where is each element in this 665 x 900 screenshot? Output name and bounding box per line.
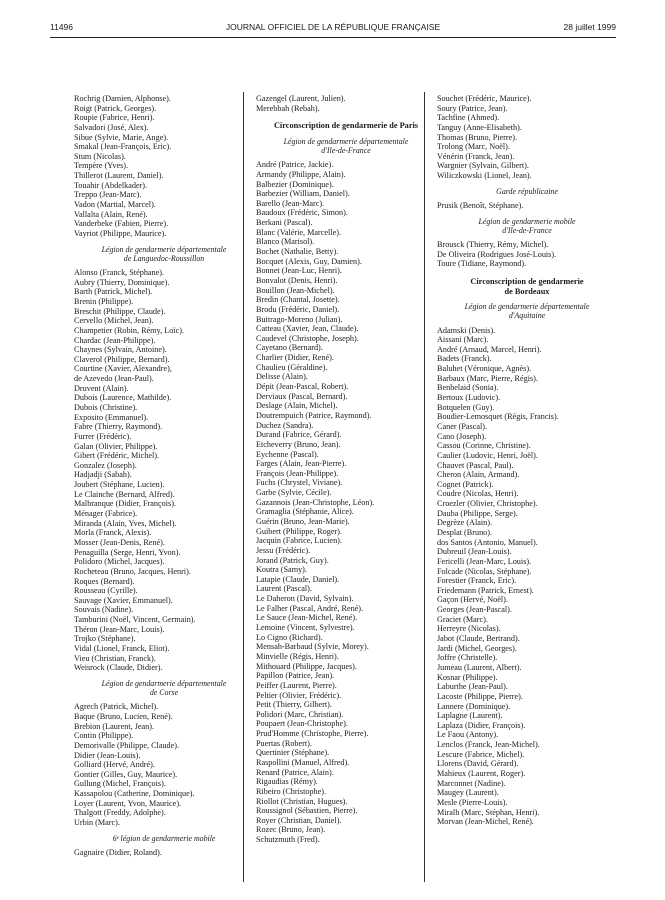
name-entry: Lannere (Dominique). <box>437 701 511 711</box>
name-entry: Graciet (Marc). <box>437 614 488 624</box>
name-entry: Jumeau (Laurent, Albert). <box>437 662 522 672</box>
section-heading: 6ᵉ légion de gendarmerie mobile <box>112 833 216 843</box>
name-entry: De Oliveira (Rodrigues José-Louis). <box>437 249 557 259</box>
name-entry: Roques (Bernard). <box>74 576 135 586</box>
section-heading: Légion de gendarmerie départementale de Languedoc-Roussillon <box>101 244 227 263</box>
name-entry: Etcheverry (Bruno, Jean). <box>256 439 341 449</box>
name-entry: Miranda (Alain, Yves, Michel). <box>74 518 177 528</box>
name-entry: Maugey (Laurent). <box>437 788 499 798</box>
name-entry: Forestier (Franck, Eric). <box>437 576 517 586</box>
circonscription-heading: Circonscription de gendarmerie de Paris <box>273 121 419 131</box>
name-entry: Souchet (Frédéric, Maurice). <box>437 94 532 103</box>
name-entry: Renard (Patrice, Alain). <box>256 767 334 777</box>
name-entry: Rozec (Bruno, Jean). <box>256 825 326 835</box>
section-heading: Légion de gendarmerie départementale d'Aquitaine <box>464 302 590 321</box>
name-entry: Poupaert (Jean-Christophe). <box>256 719 348 729</box>
name-entry: Marconnet (Nadine). <box>437 778 506 788</box>
name-entry: Schutzmuth (Fred). <box>256 835 320 845</box>
name-entry: Barbaux (Marc, Pierre, Régis). <box>437 373 538 383</box>
name-entry: Cognet (Patrick). <box>437 479 494 489</box>
name-entry: Prud'Homme (Christophe, Pierre). <box>256 729 369 739</box>
name-entry: Joubert (Stéphane, Lucien). <box>74 480 165 490</box>
name-entry: Blanc (Valérie, Marcelle). <box>256 227 342 237</box>
name-entry: Thalgott (Freddy, Adolphe). <box>74 808 166 818</box>
name-entry: Claverol (Philippe, Bernard). <box>74 354 170 364</box>
name-entry: Farges (Alain, Jean-Pierre). <box>256 459 347 469</box>
name-entry: Salvadori (José, Alex). <box>74 122 149 132</box>
name-entry: Jessu (Frédéric). <box>256 545 311 555</box>
name-entry: Furrer (Frédéric). <box>74 431 132 441</box>
name-entry: Aubry (Thierry, Dominique). <box>74 277 170 287</box>
name-entry: Kassapolou (Catherine, Dominique). <box>74 789 195 799</box>
name-entry: Polidori (Marc, Christian). <box>256 709 344 719</box>
name-entry: Coudre (Nicolas, Henri). <box>437 489 519 499</box>
name-entry: Balbezier (Dominique). <box>256 179 334 189</box>
name-entry: Brebion (Laurent, Jean). <box>74 721 155 731</box>
name-entry: Charlier (Didier, René). <box>256 353 334 363</box>
name-entry: Ribeiro (Christophe). <box>256 786 327 796</box>
name-entry: Jardi (Michel, Georges). <box>437 643 517 653</box>
name-entry: Lacoste (Philippe, Pierre). <box>437 691 523 701</box>
column-3 <box>437 94 617 827</box>
name-entry: Barth (Patrick, Michel). <box>74 287 153 297</box>
name-entry: Bonvalot (Denis, Henri). <box>256 275 338 285</box>
name-entry: Papillon (Patrice, Jean). <box>256 671 335 681</box>
name-entry: Rocheteau (Bruno, Jacques, Henri). <box>74 566 191 576</box>
name-entry: Laurent (Pascal). <box>256 584 312 594</box>
name-entry: Brousck (Thierry, Rémy, Michel). <box>437 240 549 250</box>
name-entry: André (Arnaud, Marcel, Henri). <box>437 344 542 354</box>
name-entry: Minvielle (Régis, Henri). <box>256 651 339 661</box>
name-entry: Royer (Christian, Daniel). <box>256 815 342 825</box>
name-entry: Adamski (Denis). <box>437 325 496 335</box>
name-entry: Wargnier (Sylvain, Gilbert). <box>437 161 529 171</box>
name-entry: Berkani (Pascal). <box>256 218 313 228</box>
name-entry: Alonso (Franck, Stéphane). <box>74 268 165 278</box>
name-entry: Vanderbeke (Fabien, Pierre). <box>74 219 169 229</box>
name-entry: Soury (Patrice, Jean). <box>437 103 508 113</box>
name-entry: Gazengel (Laurent, Julien). <box>256 94 346 103</box>
name-entry: Mesle (Pierre-Louis). <box>437 797 508 807</box>
name-entry: Wiliczkowski (Lionel, Jean). <box>437 171 532 181</box>
name-entry: Malbranque (Didier, François). <box>74 499 176 509</box>
name-entry: Tempère (Yves). <box>74 161 129 171</box>
name-entry: Rochrig (Damien, Alphonse). <box>74 94 171 103</box>
name-entry: Eychenne (Pascal). <box>256 449 319 459</box>
name-entry: Dépit (Jean-Pascal, Robert). <box>256 382 349 392</box>
name-entry: Fabre (Thierry, Raymond). <box>74 422 163 432</box>
name-entry: Cassou (Corinne, Christine). <box>437 441 531 451</box>
name-entry: Laplaza (Didier, François). <box>437 720 526 730</box>
name-entry: François (Jean-Philippe). <box>256 468 339 478</box>
name-entry: Dubois (Laurence, Mathilde). <box>74 393 172 403</box>
page-header <box>50 22 616 36</box>
name-entry: Didier (Jean-Louis). <box>74 750 141 760</box>
name-entry: Courtine (Xavier, Alexandre), <box>74 364 172 374</box>
name-entry: de Azevedo (Jean-Paul). <box>74 374 154 384</box>
name-entry: Aissani (Marc). <box>437 335 489 345</box>
name-entry: Jorand (Patrick, Guy). <box>256 555 329 565</box>
name-entry: Vallalta (Alain, René). <box>74 209 148 219</box>
name-entry: Roussignol (Sébastien, Pierre). <box>256 806 358 816</box>
name-entry: Druvent (Alain). <box>74 383 129 393</box>
circonscription-heading: Circonscription de gendarmerie de Bordeaux <box>470 276 584 296</box>
name-entry: Barello (Jean-Marc). <box>256 198 325 208</box>
name-entry: Armandy (Philippe, Alain). <box>256 169 346 179</box>
name-entry: Le Falher (Pascal, André, René). <box>256 603 364 613</box>
name-entry: Loyer (Laurent, Yvon, Maurice). <box>74 798 182 808</box>
name-entry: Chaulieu (Géraldine). <box>256 362 328 372</box>
name-entry: Barbezier (William, Daniel). <box>256 189 350 199</box>
name-entry: Botquelen (Guy). <box>437 402 495 412</box>
name-entry: Croezler (Olivier, Christophe). <box>437 499 538 509</box>
name-entry: Thomas (Bruno, Pierre). <box>437 132 518 142</box>
name-entry: Sauvage (Xavier, Emmanuel). <box>74 595 173 605</box>
name-entry: Bertoux (Ludovic). <box>437 393 501 403</box>
name-entry: Benbelaid (Sonia). <box>437 383 499 393</box>
name-entry: Galan (Olivier, Philippe). <box>74 441 158 451</box>
name-entry: Théron (Jean-Marc, Louis). <box>74 624 165 634</box>
name-entry: Gagnaire (Didier, Roland). <box>74 847 162 857</box>
name-entry: Georges (Jean-Pascal). <box>437 605 512 615</box>
name-entry: Jacquin (Fabrice, Lucien). <box>256 536 342 546</box>
name-entry: Desplat (Bruno). <box>437 527 493 537</box>
name-entry: Baluhet (Véronique, Agnès). <box>437 364 532 374</box>
name-entry: Trolong (Marc, Noël). <box>437 142 510 152</box>
name-entry: Peiffer (Laurent, Pierre). <box>256 680 337 690</box>
name-entry: Caner (Pascal). <box>437 421 488 431</box>
name-entry: Sibue (Sylvie, Marie, Ange). <box>74 132 169 142</box>
name-entry: Roupie (Fabrice, Henri). <box>74 113 155 123</box>
name-entry: Mensah-Barbaud (Sylvie, Morey). <box>256 642 369 652</box>
name-entry: Gibert (Frédéric, Michel). <box>74 451 160 461</box>
name-entry: Gaçon (Hervé, Noël). <box>437 595 508 605</box>
name-entry: Weisrock (Claude, Didier). <box>74 663 163 673</box>
name-entry: Laburthe (Jean-Paul). <box>437 682 508 692</box>
name-entry: Cervello (Michel, Jean). <box>74 316 154 326</box>
name-entry: Latapie (Claude, Daniel). <box>256 574 340 584</box>
name-entry: Touahir (Abdelkader). <box>74 180 148 190</box>
name-entry: Champetier (Robin, Rémy, Loïc). <box>74 325 184 335</box>
name-entry: Mosser (Jean-Denis, René). <box>74 537 165 547</box>
name-entry: Vidal (Lionel, Franck, Eliot). <box>74 644 170 653</box>
name-entry: Fuchs (Chrystel, Viviane). <box>256 478 343 488</box>
name-entry: Jabot (Claude, Bertrand). <box>437 634 520 644</box>
name-entry: André (Patrice, Jackie). <box>256 160 334 170</box>
name-entry: Delisse (Alain). <box>256 372 308 382</box>
name-entry: Miralh (Marc, Stéphan, Henri). <box>437 807 540 817</box>
name-entry: Urbin (Marc). <box>74 818 120 828</box>
name-entry: Chardac (Jean-Philippe). <box>74 335 156 345</box>
name-entry: Agrech (Patrick, Michel). <box>74 702 159 712</box>
name-entry: Cano (Joseph). <box>437 431 487 441</box>
name-entry: Demorivalle (Philippe, Claude). <box>74 740 180 750</box>
name-entry: Boudier-Lemosquet (Régis, Francis). <box>437 412 559 422</box>
name-entry: Fericelli (Jean-Marc, Louis). <box>437 556 532 566</box>
section-heading: Légion de gendarmerie départementale de Corse <box>101 678 227 698</box>
name-entry: Baque (Bruno, Lucien, René). <box>74 711 173 721</box>
name-entry: Bredin (Chantal, Josette). <box>256 295 340 305</box>
name-entry: Gullung (Michel, François). <box>74 779 166 789</box>
name-entry: Lescure (Fabrice, Michel). <box>437 749 525 759</box>
name-entry: Guérin (Bruno, Jean-Marie). <box>256 516 350 526</box>
name-entry: Penaguilla (Serge, Henri, Yvon). <box>74 547 181 557</box>
name-entry: Exposito (Emmanuel). <box>74 412 149 422</box>
name-entry: Blanco (Marisol). <box>256 237 315 247</box>
name-entry: Peltier (Olivier, Frédéric). <box>256 690 342 700</box>
name-entry: Caudevel (Christophe, Joseph). <box>256 333 359 343</box>
name-entry: Tamburini (Noël, Vincent, Germain). <box>74 615 196 625</box>
name-entry: Bochet (Nathalie, Betty). <box>256 247 339 257</box>
name-entry: Smakal (Jean-François, Eric). <box>74 142 172 152</box>
name-entry: Stum (Nicolas). <box>74 151 126 161</box>
name-entry: Caulier (Ludovic, Henri, Joël). <box>437 450 538 460</box>
name-entry: Badets (Franck). <box>437 354 492 364</box>
name-entry: Kosnar (Philippe). <box>437 672 498 682</box>
name-entry: Cayetano (Bernard). <box>256 343 323 353</box>
name-entry: Bocquet (Alexis, Guy, Damien). <box>256 256 362 266</box>
name-entry: Golliard (Hervé, André). <box>74 760 155 770</box>
name-entry: Trojko (Stéphane). <box>74 634 136 644</box>
column-divider-2 <box>424 92 425 882</box>
name-entry: Lo Cigno (Richard). <box>256 632 323 642</box>
name-entry: Catteau (Xavier, Jean, Claude). <box>256 324 359 334</box>
name-entry: Toure (Tidiane, Raymond). <box>437 259 527 269</box>
name-entry: Derviaux (Pascal, Bernard). <box>256 391 348 401</box>
name-entry: Tanguy (Anne-Elisabeth). <box>437 122 522 132</box>
name-entry: Gazannois (Jean-Christophe, Léon). <box>256 497 375 507</box>
page-number: 11496 <box>50 22 74 32</box>
name-entry: Chauvet (Pascal, Paul). <box>437 460 514 470</box>
name-entry: Raspollini (Manuel, Alfred). <box>256 758 350 767</box>
name-entry: Durand (Fabrice, Gérard). <box>256 430 342 440</box>
name-entry: Vénérin (Franck, Jean). <box>437 151 515 161</box>
name-entry: Llorens (David, Gérard). <box>437 759 519 769</box>
name-entry: Dubois (Christine). <box>74 402 138 412</box>
name-entry: Dauba (Philippe, Serge). <box>437 508 518 518</box>
column-2 <box>256 94 436 845</box>
name-entry: Treppo (Jean-Marc). <box>74 190 142 200</box>
name-entry: Koutra (Samy). <box>256 565 307 575</box>
name-entry: Degrèze (Alain). <box>437 518 493 528</box>
name-entry: Cheron (Alain, Armand). <box>437 470 520 480</box>
name-entry: Folcade (Nicolas, Stéphane). <box>437 566 532 576</box>
name-entry: Rousseau (Cyrille). <box>74 586 138 596</box>
section-heading: Légion de gendarmerie départementale d'Ile-de-France <box>283 136 409 156</box>
name-entry: Morvan (Jean-Michel, René). <box>437 817 534 827</box>
name-entry: Puertas (Robert). <box>256 738 312 748</box>
name-entry: Garbe (Sylvie, Cécile). <box>256 488 332 498</box>
name-entry: Guibert (Philippe, Roger). <box>256 526 342 536</box>
name-entry: Hadjadji (Sabah). <box>74 470 132 480</box>
name-entry: Gonzalez (Joseph). <box>74 460 137 470</box>
name-entry: Buitrago-Moreno (Julian). <box>256 314 343 324</box>
name-entry: Herreyre (Nicolas). <box>437 624 501 634</box>
name-entry: Le Faou (Antony). <box>437 730 499 740</box>
name-entry: Contin (Philippe). <box>74 731 134 741</box>
name-entry: Duchez (Sandra). <box>256 420 314 430</box>
name-entry: Le Clainche (Bernard, Alfred). <box>74 489 175 499</box>
name-entry: Roigt (Patrick, Georges). <box>74 103 157 113</box>
name-entry: Gontier (Gilles, Guy, Maurice). <box>74 769 178 779</box>
name-entry: Petit (Thierry, Gilbert). <box>256 700 332 710</box>
name-entry: Deslage (Alain, Michel). <box>256 401 338 411</box>
column-divider-1 <box>243 92 244 882</box>
name-entry: Thillerot (Laurent, Daniel). <box>74 171 164 181</box>
name-entry: Ménager (Fabrice). <box>74 509 138 519</box>
name-entry: Chaynes (Sylvain, Antoine). <box>74 345 167 355</box>
name-entry: Quertinier (Stéphane). <box>256 748 330 758</box>
name-entry: Breschit (Philippe, Claude). <box>74 306 166 316</box>
name-entry: Merebbah (Rebah). <box>256 103 320 113</box>
name-entry: Souvais (Nadine). <box>74 605 134 615</box>
name-entry: Vieu (Christian, Franck). <box>74 653 156 663</box>
name-entry: Gramaglia (Stéphanie, Alice). <box>256 507 354 517</box>
name-entry: Mahieux (Laurent, Roger). <box>437 769 526 778</box>
name-entry: Vadon (Martial, Marcel). <box>74 200 156 210</box>
section-heading: Légion de gendarmerie mobile d'Ile-de-France <box>478 216 576 235</box>
name-entry: Joffre (Christelle). <box>437 653 498 663</box>
name-entry: Brenin (Philippe). <box>74 296 134 306</box>
name-entry: Morla (Franck, Alexis). <box>74 528 152 538</box>
name-entry: Laplagne (Laurent). <box>437 711 503 721</box>
name-entry: Rigaudias (Rémy). <box>256 777 318 787</box>
name-entry: Vayriot (Philippe, Maurice). <box>74 228 167 238</box>
name-entry: Dubreuil (Jean-Louis). <box>437 547 512 557</box>
name-entry: Lenclos (Franck, Jean-Michel). <box>437 740 540 750</box>
name-entry: dos Santos (Antonio, Manuel). <box>437 537 538 547</box>
name-entry: Tachfine (Ahmed). <box>437 113 500 123</box>
name-entry: Riollot (Christian, Hugues). <box>256 796 348 806</box>
section-heading: Garde républicaine <box>496 186 558 196</box>
name-entry: Lemoine (Vincent, Sylvestre). <box>256 623 355 633</box>
name-entry: Bouillon (Jean-Michel). <box>256 285 335 295</box>
name-entry: Prusik (Benoît, Stéphane). <box>437 200 524 210</box>
name-entry: Baudoux (Frédéric, Simon). <box>256 208 348 218</box>
name-entry: Le Sauce (Jean-Michel, René). <box>256 613 358 623</box>
name-entry: Mithouard (Philippe, Jacques). <box>256 661 357 671</box>
name-entry: Brodu (Frédéric, Daniel). <box>256 304 340 314</box>
name-entry: Doutrempuich (Patrice, Raymond). <box>256 410 372 420</box>
publication-date: 28 juillet 1999 <box>563 22 616 32</box>
name-entry: Friedemann (Patrick, Ernest). <box>437 585 534 595</box>
name-entry: Polidoro (Michel, Jacques). <box>74 557 165 567</box>
name-entry: Bonnet (Jean-Luc, Henri). <box>256 266 342 276</box>
journal-title: JOURNAL OFFICIEL DE LA RÉPUBLIQUE FRANÇAISE <box>225 22 441 32</box>
header-rule <box>50 37 616 38</box>
column-1 <box>74 94 254 858</box>
name-entry: Le Daheron (David, Sylvain). <box>256 594 354 604</box>
